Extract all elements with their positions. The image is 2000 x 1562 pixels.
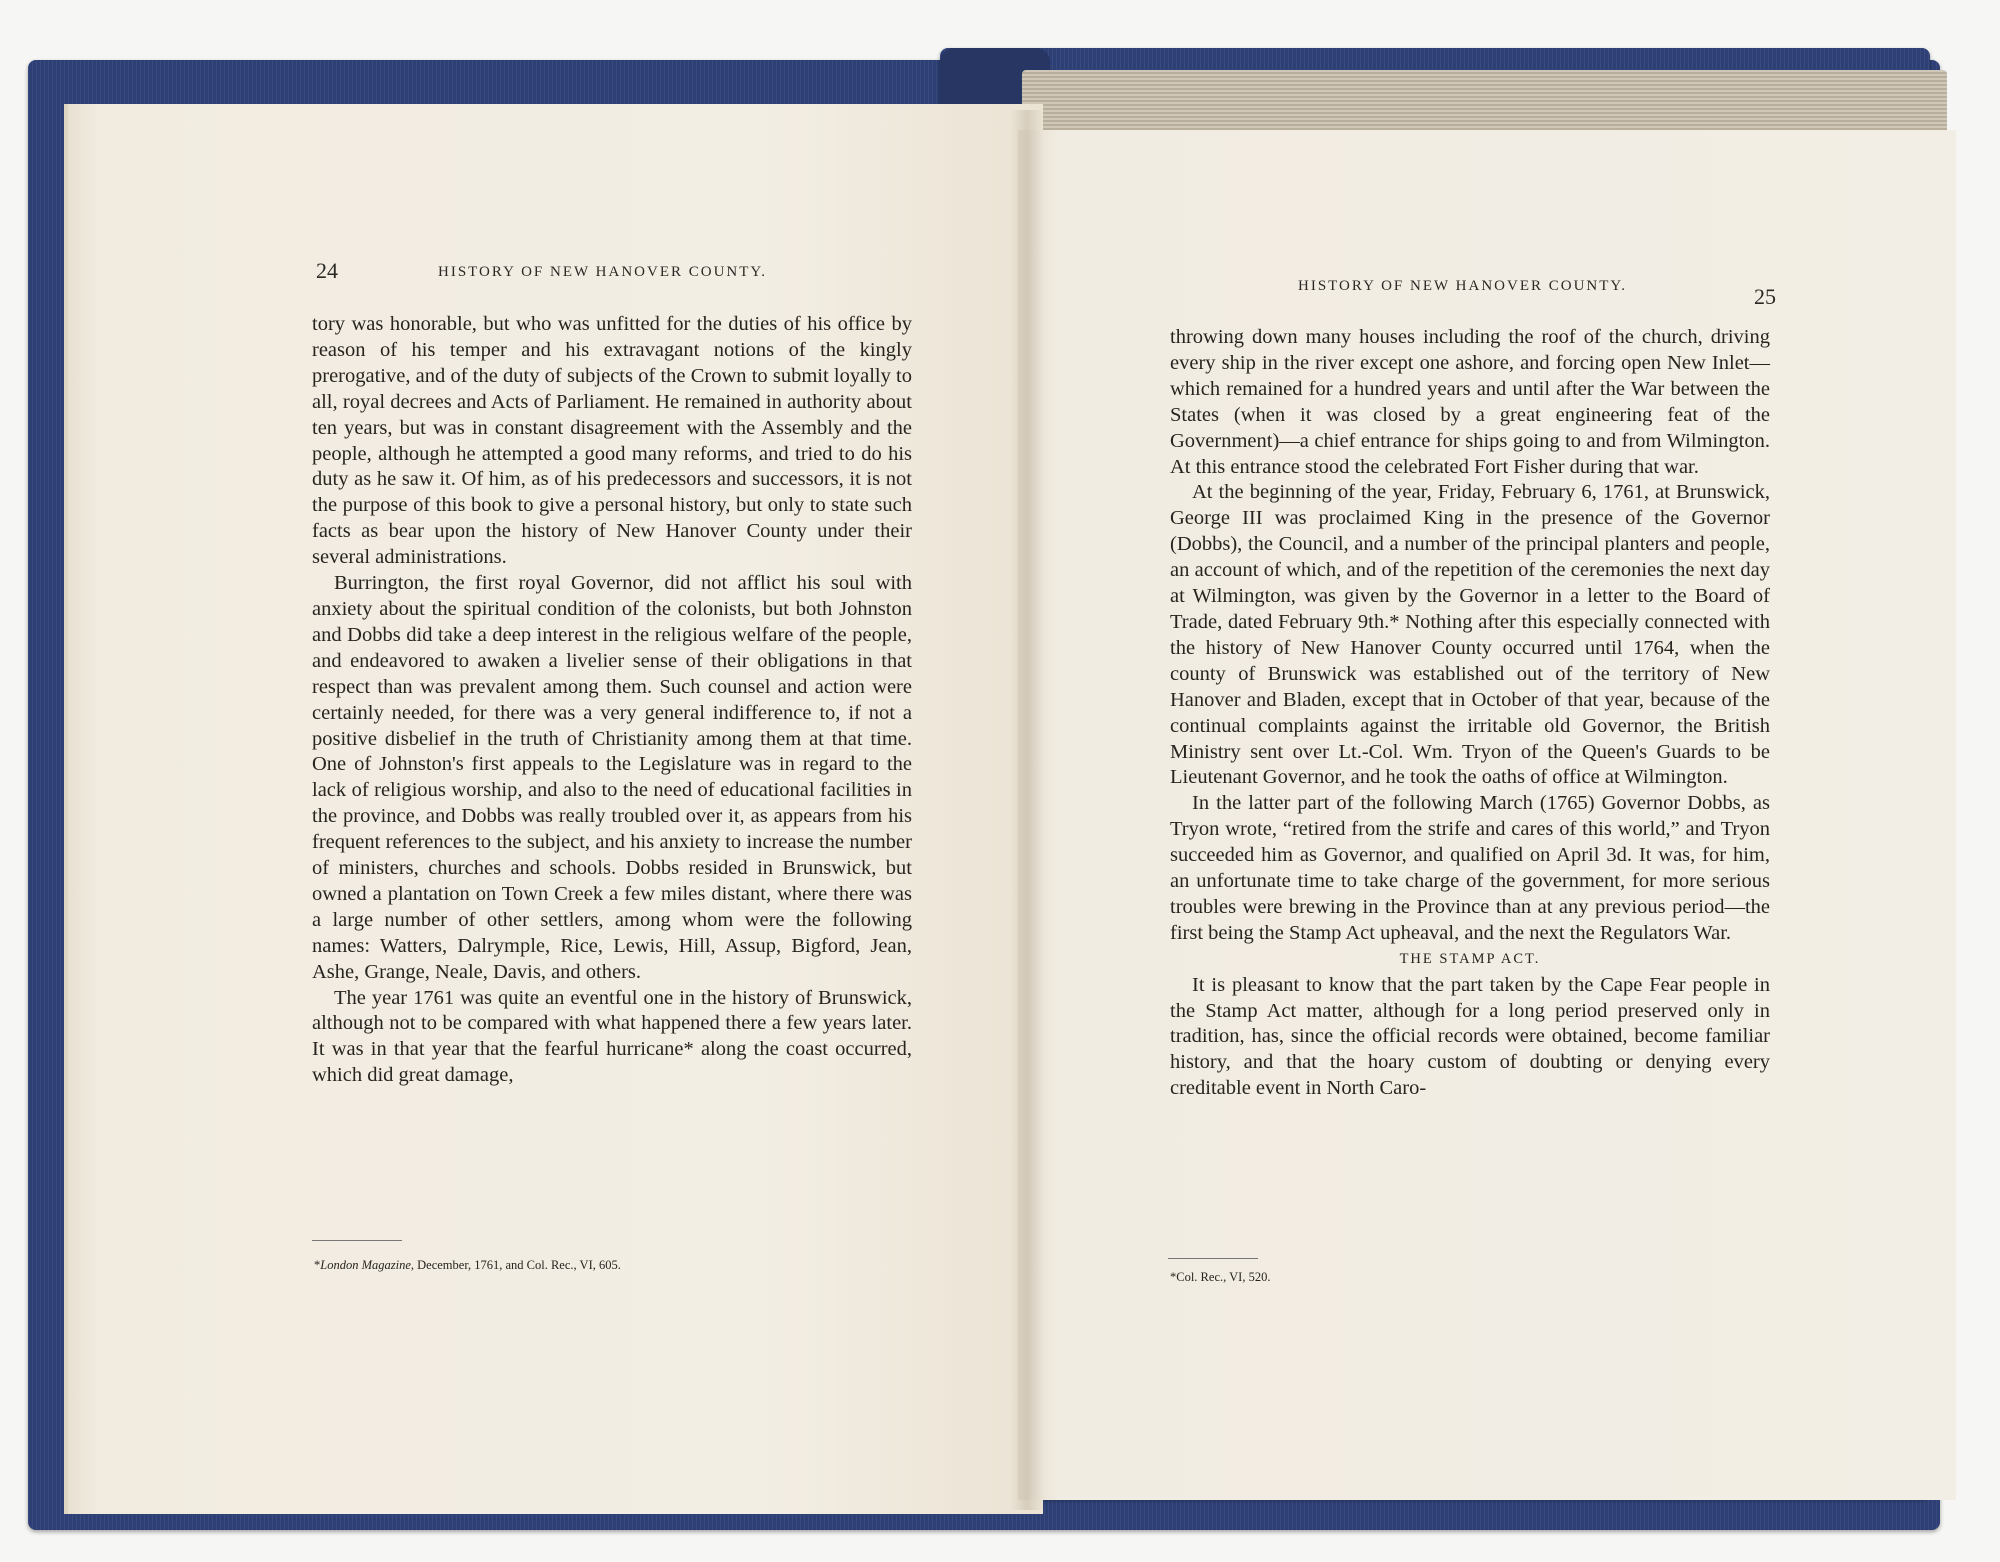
left-running-head: HISTORY OF NEW HANOVER COUNTY. <box>438 264 768 280</box>
right-body-text <box>1170 325 1770 1102</box>
left-page-number: 24 <box>316 258 338 283</box>
right-footnote-rule <box>1168 1258 1258 1259</box>
left-paragraph-3: The year 1761 was quite an eventful one in the history of Brunswick, although not to be compared with what happened there a few years later. It was in that year that the fearful hurricane* along the coast occurred, which did great damage, <box>312 986 912 1087</box>
section-heading: THE STAMP ACT. <box>1399 950 1541 967</box>
right-page-number: 25 <box>1754 284 1776 309</box>
right-paragraph-3: In the latter part of the following March (1765) Governor Dobbs, as Tryon wrote, “retired from the strife and cares of this world,” and Tryon succeeded him as Governor, and qualified on April 3d. It was, for him, an unfortunate time to take charge of the government, for more serious troubles were brewing in the Province than at any previous period—the first being the Stamp Act upheaval, and the next the Regulators War. <box>1170 792 1770 944</box>
footnote-mark: * <box>314 1258 321 1272</box>
left-paragraph-2: Burrington, the first royal Governor, did not afflict his soul with anxiety about the spiritual condition of the colonists, but both Johnston and Dobbs did take a deep interest in the religious welfare of the people, and endeavored to awaken a livelier sense of their obligations in that respect than was prevalent among them. Such counsel and action were certainly needed, for there was a very general indifference to, if not a positive disbelief in the truth of Christianity among them at that time. One of Johnston's first appeals to the Legislature was in regard to the lack of religious worship, and also to the need of educational facilities in the province, and Dobbs was really troubled over it, as appears from his frequent references to the subject, and his anxiety to increase the number of ministers, churches and schools. Dobbs resided in Brunswick, but owned a plantation on Town Creek a few miles distant, where there was a large number of other settlers, among whom were the following names: Watters, Dalrymple, Rice, Lewis, Hill, Assup, Bigford, Jean, Ashe, Grange, Neale, Davis, and others. <box>312 572 912 983</box>
footnote-source: London Magazine, <box>320 1258 414 1272</box>
right-footnote: *Col. Rec., VI, 520. <box>1170 1270 1271 1284</box>
right-running-head: HISTORY OF NEW HANOVER COUNTY. <box>1298 278 1628 294</box>
left-body-text <box>312 312 912 1089</box>
footnote-rest: December, 1761, and Col. Rec., VI, 605. <box>414 1258 621 1272</box>
section-paragraph: It is pleasant to know that the part taken by the Cape Fear people in the Stamp Act matter, although for a long period preserved only in tradition, has, since the official records were obtained, become familiar history, and that the hoary custom of doubting or denying every creditable event in North Caro- <box>1170 973 1770 1100</box>
left-footnote-rule <box>312 1240 402 1241</box>
left-footnote <box>314 1258 621 1273</box>
right-paragraph-1: throwing down many houses including the roof of the church, driving every ship in the river except one ashore, and forcing open New Inlet—which remained for a hundred years and until after the War between the States (when it was closed by a great engineering feat of the Government)—a chief entrance for ships going to and from Wilmington. At this entrance stood the celebrated Fort Fisher during that war. <box>1170 326 1770 478</box>
book-gutter <box>1010 110 1044 1510</box>
right-paragraph-2: At the beginning of the year, Friday, February 6, 1761, at Brunswick, George III was proclaimed King in the presence of the Governor (Dobbs), the Council, and a number of the principal planters and people, an account of which, and of the repetition of the ceremonies the next day at Wilmington, was given by the Governor in a letter to the Board of Trade, dated February 9th.* Nothing after this especially connected with the history of New Hanover County occurred until 1764, when the county of Brunswick was established out of the territory of New Hanover and Bladen, except that in October of that year, because of the continual complaints against the irritable old Governor, the British Ministry sent over Lt.-Col. Wm. Tryon of the Queen's Guards to be Lieutenant Governor, and he took the oaths of office at Wilmington. <box>1170 481 1770 789</box>
left-paragraph-1: tory was honorable, but who was unfitted for the duties of his office by reason of his temper and his extravagant notions of the kingly prerogative, and of the duty of subjects of the Crown to submit loyally to all, royal decrees and Acts of Parliament. He remained in authority about ten years, but was in constant disagreement with the Assembly and the people, although he attempted a good many reforms, and tried to do his duty as he saw it. Of him, as of his predecessors and successors, it is not the purpose of this book to give a personal history, but only to state such facts as bear upon the history of New Hanover County under their several administrations. <box>312 313 912 569</box>
